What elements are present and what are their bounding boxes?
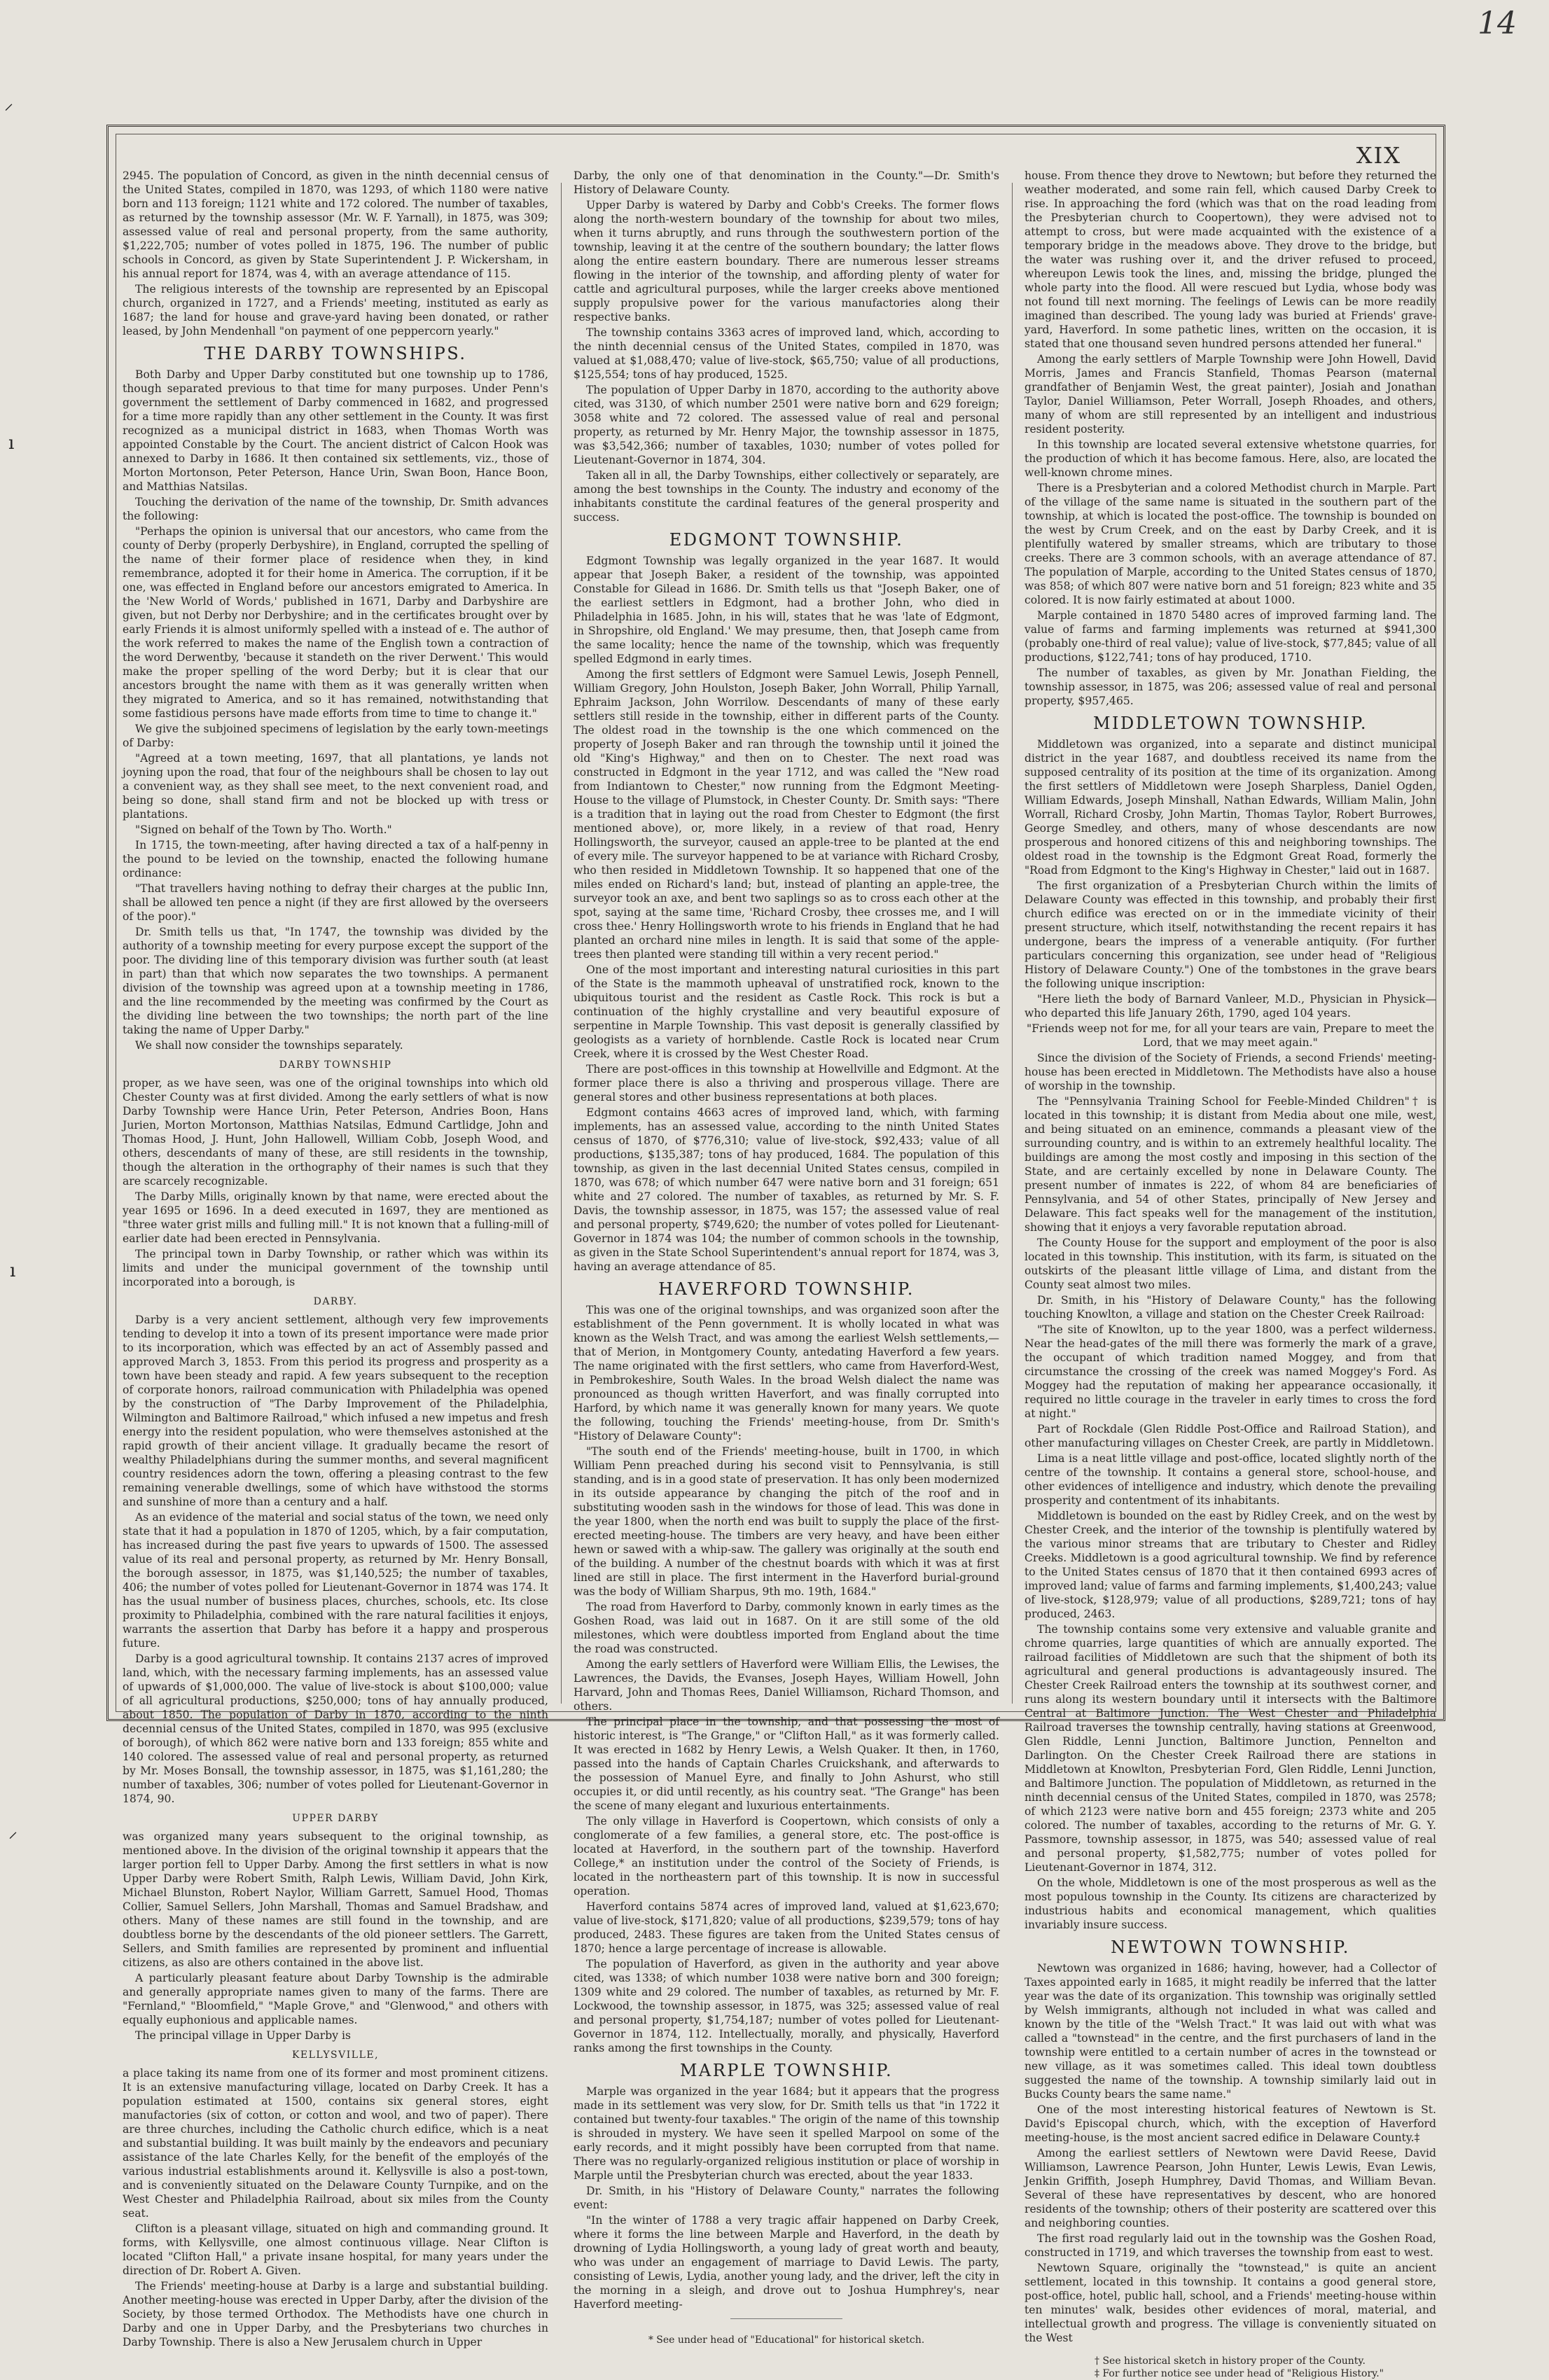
paragraph: We give the subjoined specimens of legislation by the early town-meetings of Darby: [123, 723, 548, 749]
paragraph: The principal town in Darby Township, or rather which was within its limits and under the municipal government of the township until incorporated into a borough, is [123, 1248, 548, 1288]
subheading-upper-darby: UPPER DARBY [292, 1813, 379, 1824]
paragraph: The population of Upper Darby in 1870, according to the authority above cited, was 3130, of which number 2501 were native born and 629 foreign; 3058 white and 72 colored. The assessed value of real and personal property, as returned by Mr. Henry Major, the township assessor in 1875, was $3,542,366; number of taxables, 1030; number of votes polled for Lieutenant-Governor in 1874, 304. [574, 384, 999, 466]
paragraph: Edgmont contains 4663 acres of improved land, which, with farming implements, has an assessed value, according to the ninth United States census of 1870, of $776,310; value of live-stock, $92,433; value of all productions, $135,387; tons of hay produced, 1684. The population of this township, as given in the last decennial United States census, compiled in 1870, was 678; of which number 647 were native born and 31 foreign; 651 white and 27 colored. The number of taxables, as returned by Mr. S. F. Davis, the township assessor, in 1875, was 157; the assessed value of real and personal property, $749,620; the number of votes polled for Lieutenant-Governor in 1874 was 104; the number of common schools in the township, as given in the State School Superintendent's annual report for 1874, was 3, having an average attendance of 85. [574, 1106, 999, 1273]
section-heading-haverford: HAVERFORD TOWNSHIP. [658, 1279, 915, 1299]
paragraph: The only village in Haverford is Coopertown, which consists of only a conglomerate of a few families, a general store, etc. The post-office is located at Haverford, in the southern part of the township. Haverford College,* an institution under the control of the Society of Friends, is located in the northeastern part of this township. It is now in successful operation. [574, 1815, 999, 1898]
paragraph: was organized many years subsequent to the original township, as mentioned above. In the division of the original township it appears that the larger portion fell to Upper Darby. Among the first settlers in what is now Upper Darby were Robert Smith, Ralph Lewis, William David, John Kirk, Michael Blunston, Robert Naylor, William Garrett, Samuel Hood, Thomas Collier, Samuel Sellers, John Marshall, Thomas and Samuel Bradshaw, and others. Many of these names are still found in the township, and are doubtless borne by the descendants of the old pioneer settlers. The Garrett, Sellers, and Smith families are represented by prominent and influential citizens, as also are others contained in the above list. [123, 1830, 548, 1969]
paragraph: There is a Presbyterian and a colored Methodist church in Marple. Part of the village of the same name is situated in the southern part of the township, at which is located the post-office. The township is bounded on the west by Crum Creek, and on the east by Darby Creek, and it is plentifully watered by smaller streams, which are tributary to those creeks. There are 3 common schools, with an average attendance of 87. The population of Marple, according to the United States census of 1870, was 858; of which 807 were native born and 51 foreign; 823 white and 35 colored. It is now fairly estimated at about 1000. [1024, 482, 1436, 606]
paragraph: The "Pennsylvania Training School for Feeble-Minded Children"† is located in this township; it is distant from Media about one mile, west, and being situated on an eminence, commands a pleasant view of the surrounding country, and is within to an extremely healthful locality. The buildings are among the most costly and imposing in this section of the State, and are certainly excelled by none in Delaware County. The present number of inmates is 222, of whom 84 are beneficiaries of Pennsylvania, and 54 of other States, principally of New Jersey and Delaware. This fact speaks well for the management of the institution, showing that it enjoys a very favorable reputation abroad. [1024, 1095, 1436, 1234]
footnotes [1024, 2355, 1436, 2380]
paragraph: Since the division of the Society of Friends, a second Friends' meeting-house has been erected in Middletown. The Methodists have also a house of worship in the township. [1024, 1052, 1436, 1092]
section-heading-darby-townships: THE DARBY TOWNSHIPS. [204, 344, 467, 363]
paragraph: In 1715, the town-meeting, after having directed a tax of a half-penny in the pound to be levied on the township, enacted the following humane ordinance: [123, 839, 548, 879]
paragraph: "Agreed at a town meeting, 1697, that all plantations, ye lands not joyning upon the road, that four of the neighbours shall be chosen to lay out a convenient way, as they shall see meet, to the next convenient road, and being so done, shall stand firm and not be blocked up with tress or plantations. [123, 752, 548, 821]
paragraph: Newtown Square, originally the "townstead," is quite an ancient settlement, located in this township. It contains a good general store, post-office, hotel, public hall, school, and a Friends' meeting-house within ten minutes' walk, besides other evidences of moral, material, and intellectual growth and progress. The village is conveniently situated on the West [1024, 2262, 1436, 2344]
paragraph: The Darby Mills, originally known by that name, were erected about the year 1695 or 1696. In a deed executed in 1697, they are mentioned as "three water grist mills and fulling mill." It is not known that a fulling-mill of earlier date had been erected in Pennsylvania. [123, 1190, 548, 1245]
paragraph: "Friends weep not for me, for all your tears are vain, Prepare to meet the Lord, that we may meet again." [1027, 1022, 1434, 1049]
column-2 [574, 169, 999, 2346]
paragraph: Upper Darby is watered by Darby and Cobb's Creeks. The former flows along the north-western boundary of the township for about two miles, when it turns abruptly, and runs through the southwestern portion of the township, leaving it at the centre of the southern boundary; the latter flows along the entire eastern boundary. There are numerous lesser streams flowing in the interior of the township, and affording plenty of water for cattle and agricultural purposes, while the larger creeks above mentioned supply propulsive power for the various manufactories along their respective banks. [574, 199, 999, 323]
paragraph: Lima is a neat little village and post-office, located slightly north of the centre of the township. It contains a general store, school-house, and other evidences of intelligence and industry, which denote the prevailing prosperity and contentment of its inhabitants. [1024, 1452, 1436, 1507]
footnote: * See under head of "Educational" for historical sketch. [648, 2334, 925, 2346]
handwritten-page-number: 14 [1478, 6, 1517, 41]
paragraph: Darby, the only one of that denomination in the County."—Dr. Smith's History of Delaware County. [574, 169, 999, 196]
paragraph: A particularly pleasant feature about Darby Township is the admirable and generally appropriate names given to many of the farms. There are "Fernland," "Bloomfield," "Maple Grove," and "Glenwood," and others with equally euphonious and applicable names. [123, 1972, 548, 2026]
paragraph: On the whole, Middletown is one of the most prosperous as well as the most populous township in the County. Its citizens are characterized by industrious habits and economical management, which qualities invariably insure success. [1024, 1877, 1436, 1931]
paragraph: Haverford contains 5874 acres of improved land, valued at $1,623,670; value of live-stock, $171,820; value of all productions, $239,579; tons of hay produced, 2483. These figures are taken from the United States census of 1870; hence a large percentage of increase is allowable. [574, 1900, 999, 1955]
paragraph: Part of Rockdale (Glen Riddle Post-Office and Railroad Station), and other manufacturing villages on Chester Creek, are partly in Middletown. [1024, 1423, 1436, 1449]
column-divider [561, 183, 562, 1704]
paragraph: "That travellers having nothing to defray their charges at the public Inn, shall be allowed ten pence a night (if they are first allowed by the overseers of the poor)." [123, 882, 548, 923]
subheading-darby: DARBY. [313, 1296, 358, 1307]
paragraph: Among the earliest settlers of Newtown were David Reese, David Williamson, Lawrence Pearson, John Hunter, Lewis Lewis, Evan Lewis, Jenkin Griffith, Joseph Humphrey, David Thomas, and William Bevan. Several of these have representatives by descent, who are honored residents of the township; others of their posterity are scattered over this and neighboring counties. [1024, 2147, 1436, 2229]
paragraph: Middletown is bounded on the east by Ridley Creek, and on the west by Chester Creek, and the interior of the township is plentifully watered by the various minor streams that are tributary to Chester and Ridley Creeks. Middletown is a good agricultural township. We find by reference to the United States census of 1870 that it then contained 6993 acres of improved land; value of farms and farming implements, $1,400,243; value of live-stock, $128,979; value of all productions, $289,721; tons of hay produced, 2463. [1024, 1510, 1436, 1620]
paragraph: Dr. Smith tells us that, "In 1747, the township was divided by the authority of a township meeting for every purpose except the support of the poor. The dividing line of this temporary division was further south (at least in part) than that which now separates the two townships. A permanent division of the township was agreed upon at a township meeting in 1786, and the line recommended by the meeting was confirmed by the Court as the dividing line between the two townships; the north part of the line taking the name of Upper Darby." [123, 926, 548, 1036]
footnote: † See historical sketch in history proper of the County. [1095, 2355, 1366, 2367]
paragraph: The township contains some very extensive and valuable granite and chrome quarries, large quantities of which are annually exported. The railroad facilities of Middletown are such that the shipment of both its agricultural and general productions is advantageously insured. The Chester Creek Railroad enters the township at its southwest corner, and runs along its western boundary until it intersects with the Baltimore Central at Baltimore Junction. The West Chester and Philadelphia Railroad traverses the township centrally, having stations at Greenwood, Glen Riddle, Lenni Junction, Baltimore Junction, Pennelton and Darlington. On the Chester Creek Railroad there are stations in Middletown at Knowlton, Presbyterian Ford, Glen Riddle, Lenni Junction, and Baltimore Junction. The population of Middletown, as returned in the ninth decennial census of the United States, compiled in 1870, was 2578; of which 2123 were native born and 455 foreign; 2373 white and 205 colored. The number of taxables, according to the returns of Mr. G. Y. Passmore, township assessor, in 1875, was 540; assessed value of real and personal property, $1,582,775; number of votes polled for Lieutenant-Governor in 1874, 312. [1024, 1623, 1436, 1874]
paragraph: 2945. The population of Concord, as given in the ninth decennial census of the United States, compiled in 1870, was 1293, of which 1180 were native born and 113 foreign; 1121 white and 172 colored. The number of taxables, as returned by the township assessor (Mr. W. F. Yarnall), in 1875, was 309; assessed value of real and personal property, from the same authority, $1,222,705; number of votes polled in 1875, 196. The number of public schools in Concord, as given by State Superintendent J. P. Wickersham, in his annual report for 1874, was 4, with an average attendance of 115. [123, 169, 548, 280]
paragraph: The principal place in the township, and that possessing the most of historic interest, is "The Grange," or "Clifton Hall," as it was formerly called. It was erected in 1682 by Henry Lewis, a Welsh Quaker. It then, in 1760, passed into the hands of Captain Charles Cruickshank, and afterwards to the possession of Manuel Eyre, and finally to John Ashurst, who still occupies it, or did until recently, as his country seat. "The Grange" has been the scene of many elegant and luxurious entertainments. [574, 1716, 999, 1812]
paragraph: There are post-offices in this township at Howellville and Edgmont. At the former place there is also a thriving and prosperous village. There are general stores and other business representations at both places. [574, 1063, 999, 1104]
section-heading-middletown: MIDDLETOWN TOWNSHIP. [1092, 714, 1368, 733]
paragraph: Dr. Smith, in his "History of Delaware County," narrates the following event: [574, 2185, 999, 2211]
paragraph: Darby is a very ancient settlement, although very few improvements tending to develop it into a town of its present importance were made prior to its incorporation, which was effected by an act of Assembly passed and approved March 3, 1853. From this period its progress and prosperity as a town have been steady and rapid. A few years subsequent to the reception of corporate honors, railroad communication with Philadelphia was opened by the construction of "The Darby Improvement of the Philadelphia, Wilmington and Baltimore Railroad," which infused a new impetus and fresh energy into the resident population, who were themselves astonished at the rapid growth of their ancient village. It gradually became the resort of wealthy Philadelphians during the summer months, and several magnificent country residences adorn the town, offering a pleasing contrast to the few remaining venerable dwellings, some of which have withstood the storms and sunshine of more than a century and a half. [123, 1314, 548, 1508]
section-heading-newtown: NEWTOWN TOWNSHIP. [1111, 1937, 1350, 1957]
paragraph: The first road regularly laid out in the township was the Goshen Road, constructed in 1719, and which traverses the township from east to west. [1024, 2232, 1436, 2259]
paragraph: The population of Haverford, as given in the authority and year above cited, was 1338; of which number 1038 were native born and 300 foreign; 1309 white and 29 colored. The number of taxables, as returned by Mr. F. Lockwood, the township assessor, in 1875, was 325; assessed value of real and personal property, $1,754,187; number of votes polled for Lieutenant-Governor in 1874, 112. Intellectually, morally, and physically, Haverford ranks among the first townships in the County. [574, 1958, 999, 2054]
paragraph: The principal village in Upper Darby is [135, 2029, 351, 2042]
paragraph: Among the first settlers of Edgmont were Samuel Lewis, Joseph Pennell, William Gregory, John Houlston, Joseph Baker, John Worrall, Philip Yarnall, Ephraim Jackson, John Worrilow. Descendants of many of these early settlers still reside in the township, either in different parts of the County. The oldest road in the township is the one which commenced on the property of Joseph Baker and ran through the township until it joined the old "King's Highway," and then on to Chester. The next road was constructed in Edgmont in the year 1712, and was called the "New road from Indiantown to Chester," now running from the Edgmont Meeting-House to the village of Plumstock, in Chester County. Dr. Smith says: "There is a tradition that in laying out the road from Chester to Edgmont (the first mentioned above), or, more likely, in a review of that road, Henry Hollingsworth, the surveyor, caused an apple-tree to be planted at the end of every mile. The surveyor happened to be at variance with Richard Crosby, who then resided in Middletown Township. It so happened that one of the miles ended on Richard's land; but, instead of planting an apple-tree, the surveyor took an axe, and bent two saplings so as to cross each other at the spot, saying at the same time, 'Richard Crosby, thee crosses me, and I will cross thee.' Henry Hollingsworth wrote to his friends in England that he had planted an orchard nine miles in length. It is said that some of the apple-trees then planted were standing till within a very recent period." [574, 668, 999, 961]
paragraph: We shall now consider the townships separately. [135, 1039, 403, 1052]
paragraph: Newtown was organized in 1686; having, however, had a Collector of Taxes appointed early in 1685, it might readily be inferred that the latter year was the date of its organization. This township was originally settled by Welsh immigrants, although not included in what was called and known by the title of the "Welsh Tract." It was laid out with what was called a "townstead" in the centre, and the first purchasers of land in the township were entitled to a certain number of acres in the townstead or new village, as it was sometimes called. This ideal town doubtless suggested the name of the township. A township similarly laid out in Bucks County bears the same name." [1024, 1962, 1436, 2101]
paragraph: Darby is a good agricultural township. It contains 2137 acres of improved land, which, with the necessary farming implements, has an assessed value of upwards of $1,000,000. The value of live-stock is about $100,000; value of all agricultural productions, $250,000; tons of hay annually produced, about 1850. The population of Darby in 1870, according to the ninth decennial census of the United States, compiled in 1870, was 995 (exclusive of borough), of which 862 were native born and 133 foreign; 855 white and 140 colored. The assessed value of real and personal property, as returned by Mr. Moses Bonsall, the township assessor, in 1875, was $1,161,280; the number of taxables, 306; number of votes polled for Lieutenant-Governor in 1874, 90. [123, 1652, 548, 1805]
paragraph: The number of taxables, as given by Mr. Jonathan Fielding, the township assessor, in 1875, was 206; assessed value of real and personal property, $957,465. [1024, 667, 1436, 707]
paragraph: As an evidence of the material and social status of the town, we need only state that it had a population in 1870 of 1205, which, by a fair computation, has increased during the past five years to upwards of 1500. The assessed value of its real and personal property, as returned by Mr. Henry Bonsall, the borough assessor, in 1875, was $1,140,525; the number of taxables, 406; the number of votes polled for Lieutenant-Governor in 1874 was 174. It has the usual number of business places, churches, schools, etc. Its close proximity to Philadelphia, combined with the rare natural facilities it enjoys, warrants the assertion that Darby has before it a happy and prosperous future. [123, 1511, 548, 1650]
paragraph: Among the early settlers of Marple Township were John Howell, David Morris, James and Francis Stanfield, Thomas Pearson (maternal grandfather of Benjamin West, the great painter), Josiah and Jonathan Taylor, Daniel Williamson, Peter Worrall, Joseph Rhoades, and others, many of whom are still represented by an intelligent and industrious resident posterity. [1024, 353, 1436, 436]
paragraph: Among the early settlers of Haverford were William Ellis, the Lewises, the Lawrences, the Davids, the Evanses, Joseph Hayes, William Howell, John Harvard, John and Thomas Rees, Daniel Williamson, Richard Thomson, and others. [574, 1658, 999, 1713]
paragraph: The Friends' meeting-house at Darby is a large and substantial building. Another meeting-house was erected in Upper Darby, after the division of the Society, by those termed Orthodox. The Methodists have one church in Darby and one in Upper Darby, and the Presbyterians two churches in Darby Township. There is also a New Jerusalem church in Upper [123, 2280, 548, 2348]
text-columns [123, 169, 1436, 2379]
subheading-darby-township: DARBY TOWNSHIP [279, 1059, 392, 1071]
paragraph: The township contains 3363 acres of improved land, which, according to the ninth decennial census of the United States, compiled in 1870, was valued at $1,088,470; value of live-stock, $65,750; value of all productions, $125,554; tons of hay produced, 1525. [574, 326, 999, 381]
paragraph: The County House for the support and employment of the poor is also located in this township. This institution, with its farm, is situated on the outskirts of the pleasant little village of Lima, and distant from the County seat almost two miles. [1024, 1237, 1436, 1291]
paragraph: The road from Haverford to Darby, commonly known in early times as the Goshen Road, was laid out in 1687. On it are still some of the old milestones, which were doubtless imported from England about the time the road was constructed. [574, 1601, 999, 1655]
page-frame [106, 125, 1445, 2379]
margin-tick: ı [10, 1260, 16, 1281]
paragraph: "Perhaps the opinion is universal that our ancestors, who came from the county of Derby (properly Derbyshire), in England, corrupted the spelling of the name of their former place of residence when they, in kind remembrance, adopted it for their home in America. The corruption, if it be one, was effected in England before our ancestors emigrated to America. In the 'New World of Words,' published in 1671, Darby and Darbyshire are given, but not Derby nor Derbyshire; and in the certificates brought over by early Friends it is almost uniformly spelled with a instead of e. The author of the work referred to makes the name of the English town a contraction of the word Derwentby, 'because it standeth on the river Derwent.' This would make the proper spelling of the word Derby; but it is clear that our ancestors brought the name with them as it was generally written when they migrated to America, and so it has remained, notwithstanding that some fastidious persons have made efforts from time to time to change it." [123, 525, 548, 720]
column-3 [1024, 169, 1436, 2379]
paragraph: "In the winter of 1788 a very tragic affair happened on Darby Creek, where it forms the line between Marple and Haverford, in the death by drowning of Lydia Hollingsworth, a young lady of great worth and beauty, who was under an engagement of marriage to David Lewis. The party, consisting of Lewis, Lydia, another young lady, and the driver, left the city in the morning in a sleigh, and drove out to Joshua Humphrey's, near Haverford meeting- [574, 2214, 999, 2311]
paragraph: One of the most interesting historical features of Newtown is St. David's Episcopal church, which, with the exception of Haverford meeting-house, is the most ancient sacred edifice in Delaware County.‡ [1024, 2103, 1436, 2144]
paragraph: Edgmont Township was legally organized in the year 1687. It would appear that Joseph Baker, a resident of the township, was appointed Constable for Gilead in 1686. Dr. Smith tells us that "Joseph Baker, one of the earliest settlers in Edgmont, had a brother John, who died in Philadelphia in 1685. John, in his will, states that he was 'late of Edgmont, in Shropshire, old England.' We may presume, then, that Joseph came from the same locality; hence the name of the township, which was frequently spelled Edgmond in early times. [574, 555, 999, 665]
paragraph: "Signed on behalf of the Town by Tho. Worth." [135, 823, 392, 836]
column-1 [123, 169, 548, 2348]
paragraph: a place taking its name from one of its former and most prominent citizens. It is an extensive manufacturing village, located on Darby Creek. It has a population estimated at 1500, contains six general stores, eight manufactories (six of cotton, or cotton and wool, and two of paper). There are three churches, including the Catholic church edifice, which is a neat and substantial building. It was built mainly by the endeavors and pecuniary assistance of the late Charles Kelly, for the benefit of the employés of the various industrial establishments around it. Kellysville is also a post-town, and is conveniently situated on the Delaware County Turnpike, and on the West Chester and Philadelphia Railroad, about six miles from the County seat. [123, 2067, 548, 2220]
paragraph: Both Darby and Upper Darby constituted but one township up to 1786, though separated previous to that time for many purposes. Under Penn's government the settlement of Darby commenced in 1682, and progressed for a time more rapidly than any other settlement in the County. It was first recognized as a municipal district in 1683, when Thomas Worth was appointed Constable by the Court. The ancient district of Calcon Hook was annexed to Darby in 1686. It then contained six settlements, viz., those of Morton Mortonson, Peter Peterson, Hance Urin, Swan Boon, Hance Boon, and Matthias Natsilas. [123, 368, 548, 493]
paragraph: house. From thence they drove to Newtown; but before they returned the weather moderated, and some rain fell, which caused Darby Creek to rise. In approaching the ford (which was that on the road leading from the Presbyterian church to Coopertown), they were advised not to attempt to cross, but were made acquainted with the existence of a temporary bridge in the meadows above. They drove to the bridge, but the water was rushing over it, and the driver refused to proceed, whereupon Lewis took the lines, and, missing the bridge, plunged the whole party into the flood. All were rescued but Lydia, whose body was not found till next morning. The feelings of Lewis can be more readily imagined than described. The young lady was buried at Friends' grave-yard, Haverford. In some pathetic lines, written on the occasion, it is stated that one thousand seven hundred persons attended her funeral." [1024, 169, 1436, 350]
subheading-kellysville: KELLYSVILLE, [291, 2050, 380, 2061]
paragraph: Marple was organized in the year 1684; but it appears that the progress made in its settlement was very slow, for Dr. Smith tells us that "in 1722 it contained but twenty-four taxables." The origin of the name of this township is shrouded in mystery. We have seen it spelled Marpool on some of the early records, and it might possibly have been corrupted from that name. There was no regularly-organized religious institution or place of worship in Marple until the Presbyterian church was erected, about the year 1833. [574, 2085, 999, 2182]
paragraph: proper, as we have seen, was one of the original townships into which old Chester County was at first divided. Among the early settlers of what is now Darby Township were Hance Urin, Peter Peterson, Andries Boon, Hans Jurien, Morton Mortonson, Matthias Natsilas, Edmund Cartlidge, John and Thomas Hood, J. Hunt, John Hallowell, William Cobb, Joseph Wood, and others, descendants of many of these, are still residents in the township, though the alteration in the orthography of their names is such that they are scarcely recognizable. [123, 1077, 548, 1188]
footnote: ‡ For further notice see under head of "Religious History." [1095, 2368, 1384, 2379]
paragraph: The religious interests of the township are represented by an Episcopal church, organized in 1727, and a Friends' meeting, instituted as early as 1687; the land for house and grave-yard having been donated, or rather leased, by John Mendenhall "on payment of one peppercorn yearly." [123, 283, 548, 337]
paragraph: Taken all in all, the Darby Townships, either collectively or separately, are among the best townships in the County. The industry and economy of the inhabitants constitute the cardinal features of the general prosperity and success. [574, 469, 999, 524]
column-divider [1012, 183, 1013, 1704]
footnote-rule [730, 2318, 842, 2319]
paragraph: One of the most important and interesting natural curiosities in this part of the State is the mammoth upheaval of unstratified rock, known to the ubiquitous tourist and the resident as Castle Rock. This rock is but a continuation of the highly crystalline and very beautiful exposure of serpentine in Marple Township. This vast deposit is generally classified by geologists as a variety of hornblende. Castle Rock is located near Crum Creek, where it is crossed by the West Chester Road. [574, 963, 999, 1060]
paragraph: In this township are located several extensive whetstone quarries, for the production of which it has become famous. Here, also, are located the well-known chrome mines. [1024, 438, 1436, 479]
paragraph: Middletown was organized, into a separate and distinct municipal district in the year 1687, and doubtless received its name from the supposed centrality of its position at the time of its organization. Among the first settlers of Middletown were Joseph Sharpless, Daniel Ogden, William Edwards, Joseph Minshall, Nathan Edwards, William Malin, John Worrall, Richard Crosby, John Martin, Thomas Taylor, Robert Burrowes, George Smedley, and others, many of whose descendants are now prosperous and honored citizens of this and neighboring townships. The oldest road in the township is the Edgmont Great Road, formerly the "Road from Edgmont to the King's Highway in Chester," laid out in 1687. [1024, 738, 1436, 877]
paragraph: Dr. Smith, in his "History of Delaware County," has the following touching Knowlton, a village and station on the Chester Creek Railroad: [1024, 1294, 1436, 1321]
paragraph: "The site of Knowlton, up to the year 1800, was a perfect wilderness. Near the head-gates of the mill there was formerly the mark of a grave, the occupant of which tradition named Moggey, and from that circumstance the crossing of the creek was named Moggey's Ford. As Moggey had the reputation of making her appearance occasionally, it required no little courage in the traveler in early times to cross the ford at night." [1024, 1323, 1436, 1420]
paragraph: "Here lieth the body of Barnard Vanleer, M.D., Physician in Physick—who departed this life January 26th, 1790, aged 104 years. [1024, 993, 1436, 1019]
paragraph: This was one of the original townships, and was organized soon after the establishment of the Penn government. It is wholly located in what was known as the Welsh Tract, and was among the earliest Welsh settlements,—that of Merion, in Montgomery County, antedating Haverford a few years. The name originated with the first settlers, who came from Haverford-West, in Pembrokeshire, South Wales. In the broad Welsh dialect the name was pronounced as though written Haverfort, and was finally corrupted into Harford, by which name it was generally known for many years. We quote the following, touching the Friends' meeting-house, from Dr. Smith's "History of Delaware County": [574, 1304, 999, 1442]
margin-tick: ⸝ [8, 1821, 18, 1842]
paragraph: "The south end of the Friends' meeting-house, built in 1700, in which William Penn preached during his second visit to Pennsylvania, is still standing, and is in a good state of preservation. It has only been modernized in its outside appearance by changing the pitch of the roof and in substituting wooden sash in the windows for those of lead. This was done in the year 1800, when the north end was built to supply the place of the first-erected meeting-house. The timbers are very heavy, and have been either hewn or sawed with a whip-saw. The gallery was originally at the south end of the building. A number of the chestnut boards with which it was at first lined are still in place. The first interment in the Haverford burial-ground was the body of William Sharpus, 9th mo. 19th, 1684." [574, 1445, 999, 1598]
margin-tick: ⸝ [4, 93, 14, 114]
paragraph: Clifton is a pleasant village, situated on high and commanding ground. It forms, with Kellysville, one almost continuous village. Near Clifton is located "Clifton Hall," a private insane hospital, for many years under the direction of Dr. Robert A. Given. [123, 2222, 548, 2277]
section-heading-marple: MARPLE TOWNSHIP. [679, 2061, 894, 2080]
paragraph: Touching the derivation of the name of the township, Dr. Smith advances the following: [123, 496, 548, 522]
margin-tick: ı [8, 433, 15, 454]
paragraph: Marple contained in 1870 5480 acres of improved farming land. The value of farms and farming implements was returned at $941,300 (probably one-third of real value); value of live-stock, $77,845; value of all productions, $122,741; tons of hay produced, 1710. [1024, 609, 1436, 664]
section-heading-edgmont: EDGMONT TOWNSHIP. [669, 530, 904, 550]
paragraph: The first organization of a Presbyterian Church within the limits of Delaware County was effected in this township, and probably their first church edifice was erected on or in the immediate vicinity of their present structure, which itself, notwithstanding the recent repairs it has undergone, bears the impress of a venerable antiquity. (For further particulars concerning this organization, see under head of "Religious History of Delaware County.") One of the tombstones in the grave bears the following unique inscription: [1024, 879, 1436, 990]
page-number: XIX [1356, 142, 1401, 169]
